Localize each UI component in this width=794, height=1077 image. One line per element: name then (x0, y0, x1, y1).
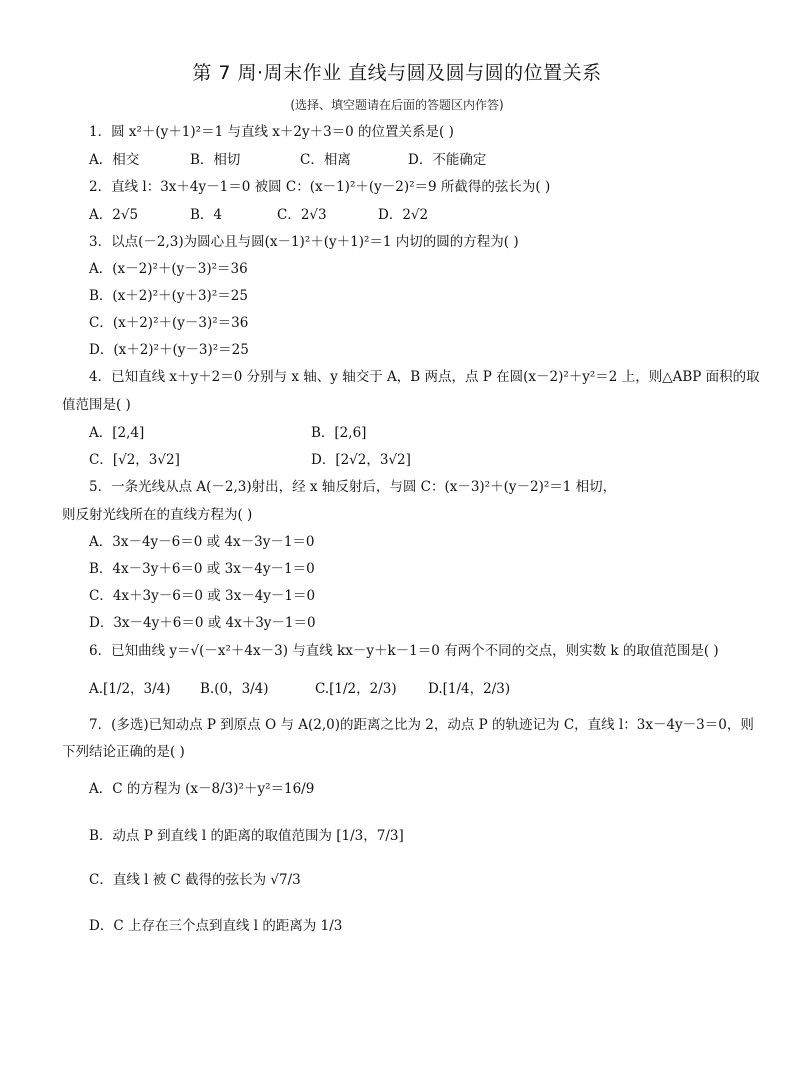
q3-option-b: B．(x＋2)²＋(y＋3)²＝25 (89, 288, 248, 304)
q6-option-c: C.[1/2，2/3) (315, 681, 397, 697)
q5-option-d: D．3x－4y＋6＝0 或 4x＋3y－1＝0 (89, 615, 316, 631)
q3-option-d: D．(x＋2)²＋(y－3)²＝25 (89, 342, 249, 358)
q4-option-d: D．[2√2，3√2] (311, 452, 411, 468)
question-4-stem-line1: 4．已知直线 x＋y＋2＝0 分别与 x 轴、y 轴交于 A，B 两点，点 P 在圆(x－2)²＋y²＝2 上，则△ABP 面积的取 (89, 369, 760, 385)
q2-option-b: B．4 (190, 207, 223, 223)
question-5-stem-line2: 则反射光线所在的直线方程为( ) (62, 507, 253, 523)
q3-option-c: C．(x＋2)²＋(y－3)²＝36 (89, 315, 249, 331)
q7-option-d: D．C 上存在三个点到直线 l 的距离为 1/3 (89, 918, 343, 934)
q2-option-c: C．2√3 (277, 207, 327, 223)
page-title: 第 7 周·周末作业 直线与圆及圆与圆的位置关系 (192, 62, 602, 84)
q4-option-a: A．[2,4] (89, 425, 145, 441)
q7-option-c: C．直线 l 被 C 截得的弦长为 √7/3 (89, 872, 301, 888)
q2-option-a: A．2√5 (89, 207, 139, 223)
question-7-stem-line2: 下列结论正确的是( ) (62, 744, 185, 760)
q1-option-b: B．相切 (190, 152, 241, 168)
question-5-stem-line1: 5．一条光线从点 A(－2,3)射出，经 x 轴反射后，与圆 C：(x－3)²＋(y－2)²＝1 相切， (89, 479, 617, 495)
question-1-stem: 1．圆 x²＋(y＋1)²＝1 与直线 x＋2y＋3＝0 的位置关系是( ) (89, 124, 454, 140)
q7-option-a: A．C 的方程为 (x－8/3)²＋y²＝16/9 (89, 781, 315, 797)
q5-option-c: C．4x＋3y－6＝0 或 3x－4y－1＝0 (89, 588, 316, 604)
q1-option-c: C．相离 (300, 152, 351, 168)
question-4-stem-line2: 值范围是( ) (62, 397, 131, 413)
q1-option-a: A．相交 (89, 152, 140, 168)
q1-option-d: D．不能确定 (408, 152, 487, 168)
q6-option-b: B.(0，3/4) (200, 681, 269, 697)
q3-option-a: A．(x－2)²＋(y－3)²＝36 (89, 261, 248, 277)
question-3-stem: 3．以点(－2,3)为圆心且与圆(x－1)²＋(y＋1)²＝1 内切的圆的方程为( ) (89, 234, 519, 250)
q4-option-b: B．[2,6] (311, 425, 367, 441)
q2-option-d: D．2√2 (378, 207, 429, 223)
question-2-stem: 2．直线 l：3x＋4y－1＝0 被圆 C：(x－1)²＋(y－2)²＝9 所截得的弦长为( ) (89, 179, 551, 195)
answer-area-note: (选择、填空题请在后面的答题区内作答) (290, 98, 504, 112)
q7-option-b: B．动点 P 到直线 l 的距离的取值范围为 [1/3，7/3] (89, 828, 404, 844)
q5-option-a: A．3x－4y－6＝0 或 4x－3y－1＝0 (89, 534, 315, 550)
q6-option-d: D.[1/4，2/3) (428, 681, 511, 697)
question-7-stem-line1: 7．(多选)已知动点 P 到原点 O 与 A(2,0)的距离之比为 2，动点 P 的轨迹记为 C，直线 l：3x－4y－3＝0，则 (89, 717, 754, 733)
question-6-stem: 6．已知曲线 y＝√(－x²＋4x－3) 与直线 kx－y＋k－1＝0 有两个不同的交点，则实数 k 的取值范围是( ) (89, 643, 719, 659)
q6-option-a: A.[1/2，3/4) (89, 681, 171, 697)
q4-option-c: C．[√2，3√2] (89, 452, 180, 468)
q5-option-b: B．4x－3y＋6＝0 或 3x－4y－1＝0 (89, 561, 315, 577)
